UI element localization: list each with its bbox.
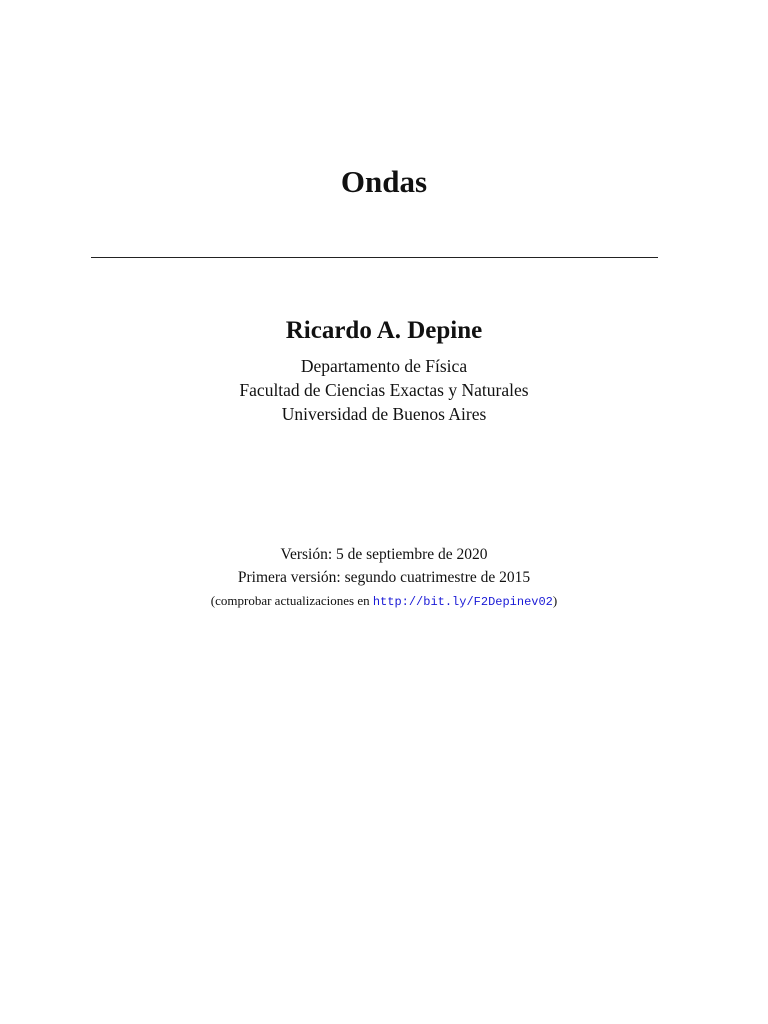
updates-prefix: (comprobar actualizaciones en	[210, 593, 373, 608]
current-version-line: Versión: 5 de septiembre de 2020	[280, 546, 488, 563]
updates-suffix: )	[552, 593, 558, 608]
first-version-line: Primera versión: segundo cuatrimestre de 2015	[237, 569, 531, 586]
updates-link[interactable]: http://bit.ly/F2Depinev02	[372, 595, 553, 609]
department-line: Departamento de Física	[300, 356, 468, 376]
updates-line	[0, 589, 768, 612]
university-line: Universidad de Buenos Aires	[281, 404, 487, 424]
author-name: Ricardo A. Depine	[285, 317, 483, 344]
horizontal-rule	[91, 257, 658, 258]
version-block	[0, 543, 768, 612]
document-title: Ondas	[340, 164, 428, 199]
affiliation-block	[0, 354, 768, 426]
faculty-line: Facultad de Ciencias Exactas y Naturales	[239, 380, 529, 400]
